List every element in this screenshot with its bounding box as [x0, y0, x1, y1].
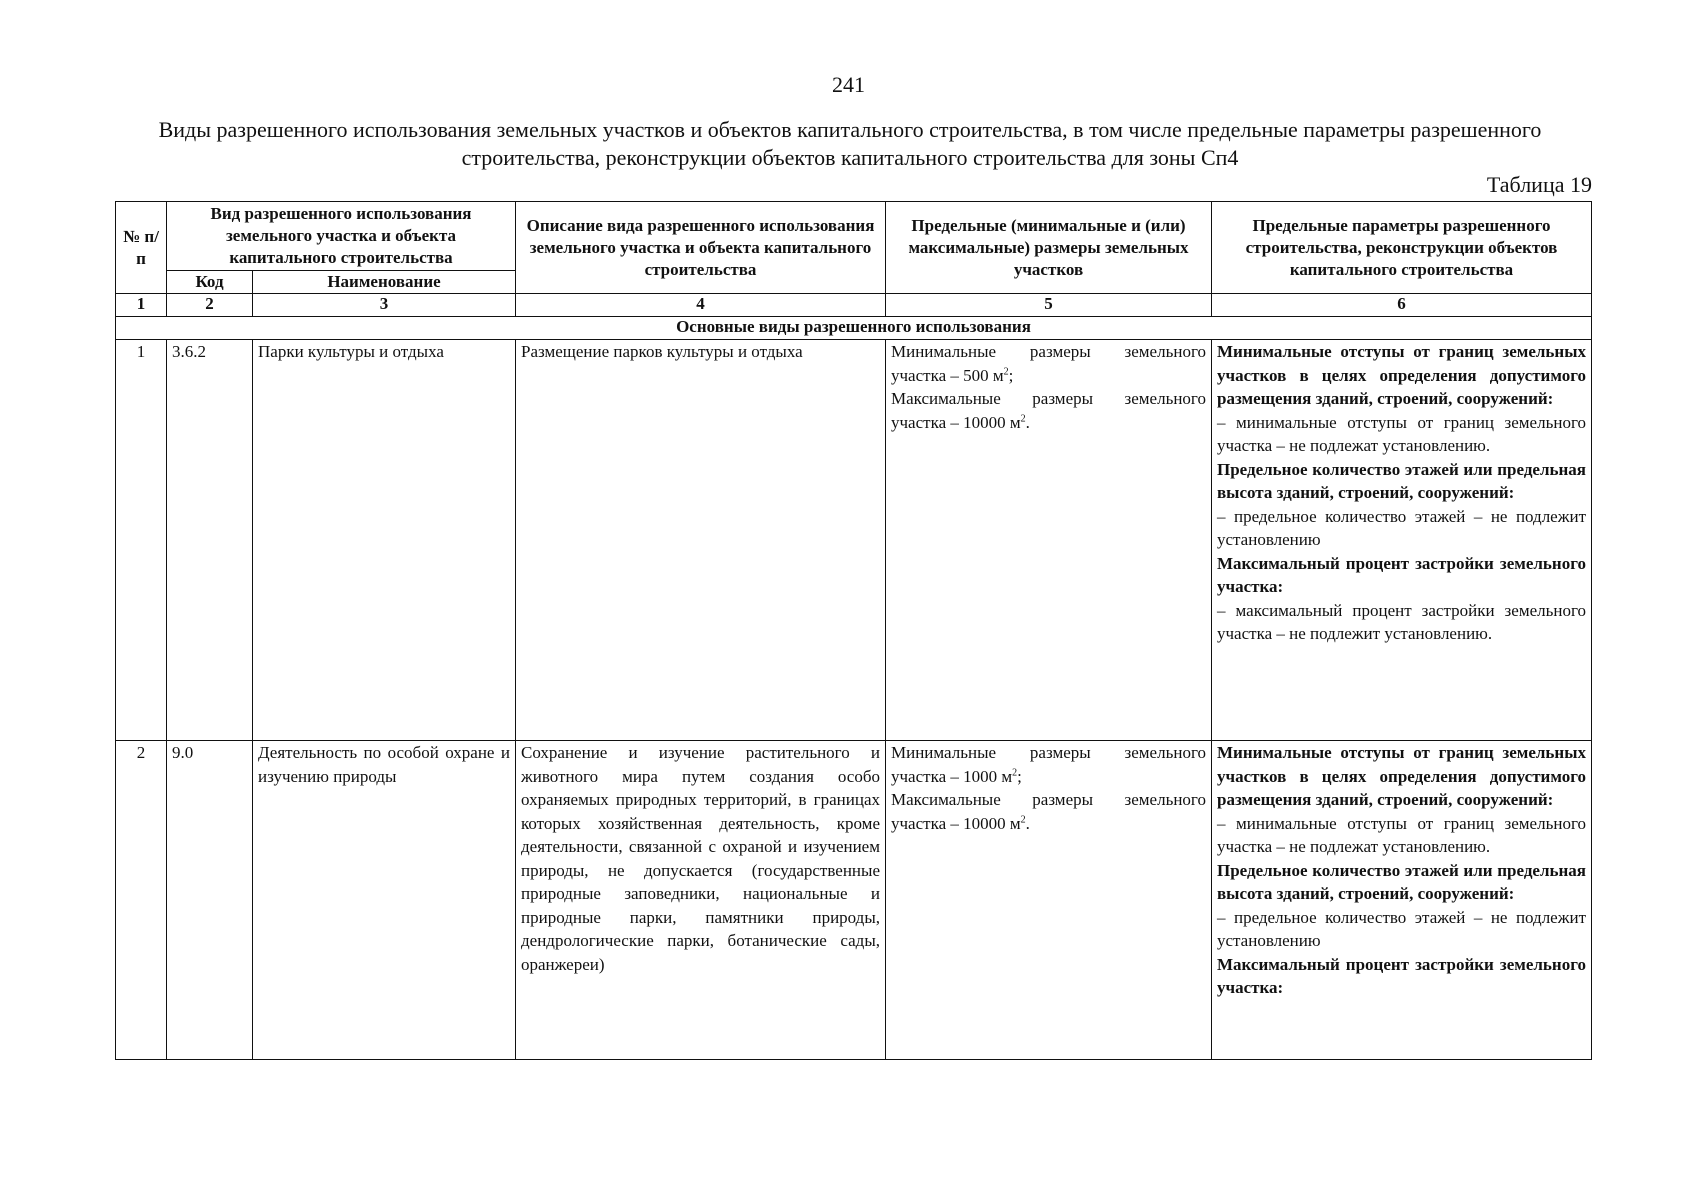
row-code: 3.6.2 [167, 340, 253, 741]
column-number: 3 [253, 294, 516, 317]
size-min [891, 340, 1206, 387]
row-sizes [886, 741, 1212, 1060]
header-sizes: Предельные (минимальные и (или) максимальные) размеры земельных участков [886, 202, 1212, 294]
table-label: Таблица 19 [1486, 172, 1592, 197]
size-min [891, 741, 1206, 788]
column-numbers-row [116, 294, 1592, 317]
superscript: 2 [1020, 813, 1026, 825]
param-heading: Предельное количество этажей или предельная высота зданий, строений, сооружений: [1217, 459, 1586, 502]
header-parameters: Предельные параметры разрешенного строительства, реконструкции объектов капитального строительства [1212, 202, 1592, 294]
size-max-text: Максимальные размеры земельного участка – 10000 м [891, 790, 1206, 833]
header-code: Код [167, 271, 253, 294]
row-name: Деятельность по особой охране и изучению природы [253, 741, 516, 1060]
param-text: – минимальные отступы от границ земельного участка – не подлежат установлению. [1217, 813, 1586, 856]
size-min-text: Минимальные размеры земельного участка – 1000 м [891, 743, 1206, 786]
section-title: Основные виды разрешенного использования [116, 317, 1592, 340]
param-text: – минимальные отступы от границ земельного участка – не подлежат установлению. [1217, 412, 1586, 455]
column-number: 4 [516, 294, 886, 317]
param-heading: Максимальный процент застройки земельного участка: [1217, 553, 1586, 596]
param-text: – предельное количество этажей – не подлежит установлению [1217, 506, 1586, 549]
size-max [891, 788, 1206, 835]
param-text: – максимальный процент застройки земельного участка – не подлежит установлению. [1217, 600, 1586, 643]
header-description: Описание вида разрешенного использования земельного участка и объекта капитального строительства [516, 202, 886, 294]
size-min-tail: ; [1008, 365, 1014, 385]
size-max [891, 387, 1206, 434]
row-sizes [886, 340, 1212, 741]
zoning-table [115, 201, 1592, 1060]
row-description: Размещение парков культуры и отдыха [516, 340, 886, 741]
header-vid-group: Вид разрешенного использования земельного участка и объекта капитального строительства [167, 202, 516, 271]
param-heading: Минимальные отступы от границ земельных участков в целях определения допустимого размещения зданий, строений, сооружений: [1217, 342, 1586, 408]
column-number: 1 [116, 294, 167, 317]
size-min-text: Минимальные размеры земельного участка – 500 м [891, 342, 1206, 385]
column-number: 2 [167, 294, 253, 317]
row-description: Сохранение и изучение растительного и животного мира путем создания особо охраняемых природных территорий, в границах которых хозяйственная деятельность, кроме деятельности, связанной с охраной и изучением природы, не допускается (государственные природные заповедники, национальные и природные парки, памятники природы, дендрологические парки, ботанические сады, оранжереи) [516, 741, 886, 1060]
row-parameters [1212, 340, 1592, 741]
superscript: 2 [1003, 365, 1009, 377]
param-heading: Предельное количество этажей или предельная высота зданий, строений, сооружений: [1217, 860, 1586, 903]
row-name: Парки культуры и отдыха [253, 340, 516, 741]
row-number: 1 [116, 340, 167, 741]
param-text: – предельное количество этажей – не подлежит установлению [1217, 907, 1586, 950]
size-max-text: Максимальные размеры земельного участка – 10000 м [891, 389, 1206, 432]
header-name: Наименование [253, 271, 516, 294]
column-number: 6 [1212, 294, 1592, 317]
superscript: 2 [1020, 412, 1026, 424]
header-row [116, 202, 1592, 271]
table-row [116, 741, 1592, 1060]
page-number: 241 [832, 72, 865, 97]
document-title: Виды разрешенного использования земельных участков и объектов капитального строительства, в том числе предельные параметры разрешенного строительства, реконструкции объектов капитального строительства для зоны Сп4 [158, 117, 1542, 170]
header-num: № п/п [116, 202, 167, 294]
row-number: 2 [116, 741, 167, 1060]
row-code: 9.0 [167, 741, 253, 1060]
column-number: 5 [886, 294, 1212, 317]
param-heading: Минимальные отступы от границ земельных участков в целях определения допустимого размещения зданий, строений, сооружений: [1217, 743, 1586, 809]
param-heading: Максимальный процент застройки земельного участка: [1217, 954, 1586, 997]
table-row [116, 340, 1592, 741]
section-row [116, 317, 1592, 340]
size-max-tail: . [1025, 412, 1030, 432]
size-min-tail: ; [1017, 766, 1022, 786]
superscript: 2 [1012, 766, 1018, 778]
size-max-tail: . [1025, 813, 1030, 833]
row-parameters [1212, 741, 1592, 1060]
